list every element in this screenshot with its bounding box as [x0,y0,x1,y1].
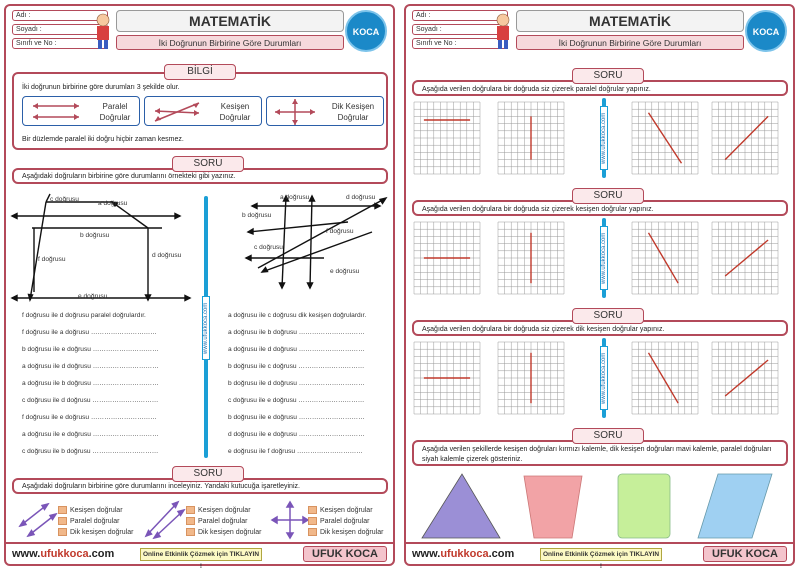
intersecting-diagonal-arrows-icon [144,500,188,540]
section-instruction-box: Aşağıda verilen doğrulara bir doğruda siz çizerek paralel doğrular yapınız. [412,80,788,96]
answer-row[interactable]: a doğrusu ile b doğrusu ………………………… [22,380,159,387]
label-b-left: b doğrusu [80,232,110,239]
label-b-right: b doğrusu [242,212,272,219]
label-e-right: e doğrusu [330,268,360,275]
section-tag: SORU [572,428,644,444]
answer-row[interactable]: b doğrusu ile e doğrusu ………………………… [22,346,159,353]
answer-row[interactable]: b doğrusu ile d doğrusu ………………………… [228,380,365,387]
answer-row[interactable]: a doğrusu ile d doğrusu ………………………… [22,363,159,370]
page-footer [406,542,793,570]
drawing-grid[interactable] [414,342,480,414]
brand-logo: KOCA [345,10,387,52]
checkbox[interactable] [186,506,195,514]
label-d-left: d doğrusu [152,252,182,259]
option-intersecting-3[interactable]: Kesişen doğrular [308,506,373,515]
vertical-url: www.ufukkoca.com [202,296,210,360]
worksheet-page-1 [4,4,395,570]
page-title: MATEMATİK [116,10,344,32]
checkbox[interactable] [58,506,67,514]
checkbox[interactable] [58,517,67,525]
label-c-left: c doğrusu [50,196,79,203]
question2-instruction-box: Aşağıdaki doğruların birbirine göre durumlarını inceleyiniz. Yandaki kutucuğa işaretleyiniz. [12,478,388,494]
parallel-diagonal-arrows-icon [18,500,62,540]
intersecting-lines-chip: Kesişen Doğrular [144,96,262,126]
page-header [406,6,793,58]
answer-row: a doğrusu ile c doğrusu dik kesişen doğrulardır. [228,312,367,319]
checkbox[interactable] [308,528,317,536]
shapes-row [412,468,792,540]
option-intersecting-2[interactable]: Kesişen doğrular [186,506,251,515]
question1-tag: SORU [172,156,244,172]
drawing-grid[interactable] [632,102,698,174]
footer-brand: UFUK KOCA [703,546,787,562]
answer-row[interactable]: c doğrusu ile b doğrusu ………………………… [22,448,159,455]
answer-row[interactable]: c doğrusu ile e doğrusu ………………………… [228,397,365,404]
page-title: MATEMATİK [516,10,744,32]
class-number-field[interactable]: Sınıfı ve No : [412,38,508,49]
class-number-field[interactable]: Sınıfı ve No : [12,38,108,49]
question2-tag: SORU [172,466,244,482]
worksheet-page-2 [404,4,795,570]
parallel-arrows-icon [27,97,87,127]
online-activity-button[interactable]: Online Etkinlik Çözmek için TIKLAYIN ! [140,548,262,561]
answer-row[interactable]: d doğrusu ile e doğrusu ………………………… [228,431,365,438]
checkbox[interactable] [58,528,67,536]
surname-field[interactable]: Soyadı : [12,24,108,35]
student-figure-icon [94,12,112,50]
student-figure-icon [494,12,512,50]
option-parallel-3[interactable]: Paralel doğrular [308,517,369,526]
perpendicular-arrows-icon [271,97,321,127]
triangle-shape [422,474,500,538]
label-f-right: f doğrusu [326,228,354,235]
perpendicular-cross-arrows-icon [270,500,310,540]
page-subtitle: İki Doğrunun Birbirine Göre Durumları [516,35,744,50]
label-c-right: c doğrusu [254,244,283,251]
answer-row[interactable]: b doğrusu ile e doğrusu ………………………… [228,414,365,421]
online-activity-button[interactable]: Online Etkinlik Çözmek için TIKLAYIN ! [540,548,662,561]
label-a-left: a doğrusu [98,200,128,207]
surname-field[interactable]: Soyadı : [412,24,508,35]
info-tag: BİLGİ [164,64,236,80]
answer-row[interactable]: a doğrusu ile e doğrusu ………………………… [22,431,159,438]
checkbox[interactable] [308,506,317,514]
section-instruction-box: Aşağıda verilen doğrulara bir doğruda siz çizerek dik kesişen doğrular yapınız. [412,320,788,336]
option-parallel-2[interactable]: Paralel doğrular [186,517,247,526]
drawing-grid[interactable] [712,102,778,174]
left-lines-figure [10,192,195,302]
vertical-url: www.ufukkoca.com [600,226,608,290]
option-perpendicular-2[interactable]: Dik kesişen doğrular [186,528,261,537]
vertical-url: www.ufukkoca.com [600,346,608,410]
vertical-url: www.ufukkoca.com [600,106,608,170]
checkbox[interactable] [308,517,317,525]
drawing-grid[interactable] [498,102,564,174]
drawing-grid[interactable] [632,342,698,414]
page-header [6,6,393,58]
parallelogram-shape [698,474,772,538]
question1-instruction-box: Aşağıdaki doğruların birbirine göre durumlarını örnekteki gibi yazınız. [12,168,388,184]
answer-row: f doğrusu ile d doğrusu paralel doğrulardır. [22,312,146,319]
section-instruction-box: Aşağıda verilen şekillerde kesişen doğruları kırmızı kalemle, dik kesişen doğruları mavi kalemle, paralel doğruları siyah kalemle çizerek gösteriniz. [412,440,788,466]
answer-row[interactable]: a doğrusu ile b doğrusu ………………………… [228,329,365,336]
answer-row[interactable]: e doğrusu ile f doğrusu ………………………… [228,448,363,455]
drawing-grid[interactable] [632,222,698,294]
drawing-grid[interactable] [712,342,778,414]
page-subtitle: İki Doğrunun Birbirine Göre Durumları [116,35,344,50]
brand-logo: KOCA [745,10,787,52]
answer-row[interactable]: c doğrusu ile d doğrusu ………………………… [22,397,159,404]
drawing-grid[interactable] [498,342,564,414]
info-intro: İki doğrunun birbirine göre durumları 3 şekilde olur. [22,84,180,91]
footer-url[interactable]: www.ufukkoca.com [412,548,515,560]
perpendicular-lines-chip: Dik Kesişen Doğrular [266,96,384,126]
option-parallel-1[interactable]: Paralel doğrular [58,517,119,526]
drawing-grid[interactable] [414,102,480,174]
section-tag: SORU [572,308,644,324]
answer-row[interactable]: f doğrusu ile e doğrusu ………………………… [22,414,157,421]
checkbox[interactable] [186,528,195,536]
answer-row[interactable]: a doğrusu ile d doğrusu ………………………… [228,346,365,353]
name-field[interactable]: Adı : [412,10,508,21]
answer-row[interactable]: f doğrusu ile a doğrusu ………………………… [22,329,157,336]
right-lines-figure [238,192,388,292]
section-instruction-box: Aşağıda verilen doğrulara bir doğruda siz çizerek kesişen doğrular yapınız. [412,200,788,216]
info-note: Bir düzlemde paralel iki doğru hiçbir zaman kesmez. [22,136,184,143]
intersecting-arrows-icon [149,97,205,127]
rectangle-shape [618,474,670,538]
label-d-right: d doğrusu [346,194,376,201]
footer-brand: UFUK KOCA [303,546,387,562]
name-field[interactable]: Adı : [12,10,108,21]
option-perpendicular-1[interactable]: Dik kesişen doğrular [58,528,133,537]
page-footer [6,542,393,570]
info-box [12,72,388,150]
drawing-grid[interactable] [712,222,778,294]
footer-url[interactable]: www.ufukkoca.com [12,548,115,560]
option-intersecting-1[interactable]: Kesişen doğrular [58,506,123,515]
section-tag: SORU [572,68,644,84]
drawing-grid[interactable] [498,222,564,294]
option-perpendicular-3[interactable]: Dik kesişen doğrular [308,528,383,537]
label-f-left: f doğrusu [38,256,66,263]
label-a-right: a doğrusu [280,194,310,201]
label-e-left: e doğrusu [78,293,108,300]
checkbox[interactable] [186,517,195,525]
section-tag: SORU [572,188,644,204]
trapezoid-shape [524,476,582,538]
parallel-lines-chip: Paralel Doğrular [22,96,140,126]
answer-row[interactable]: b doğrusu ile c doğrusu ………………………… [228,363,365,370]
drawing-grid[interactable] [414,222,480,294]
